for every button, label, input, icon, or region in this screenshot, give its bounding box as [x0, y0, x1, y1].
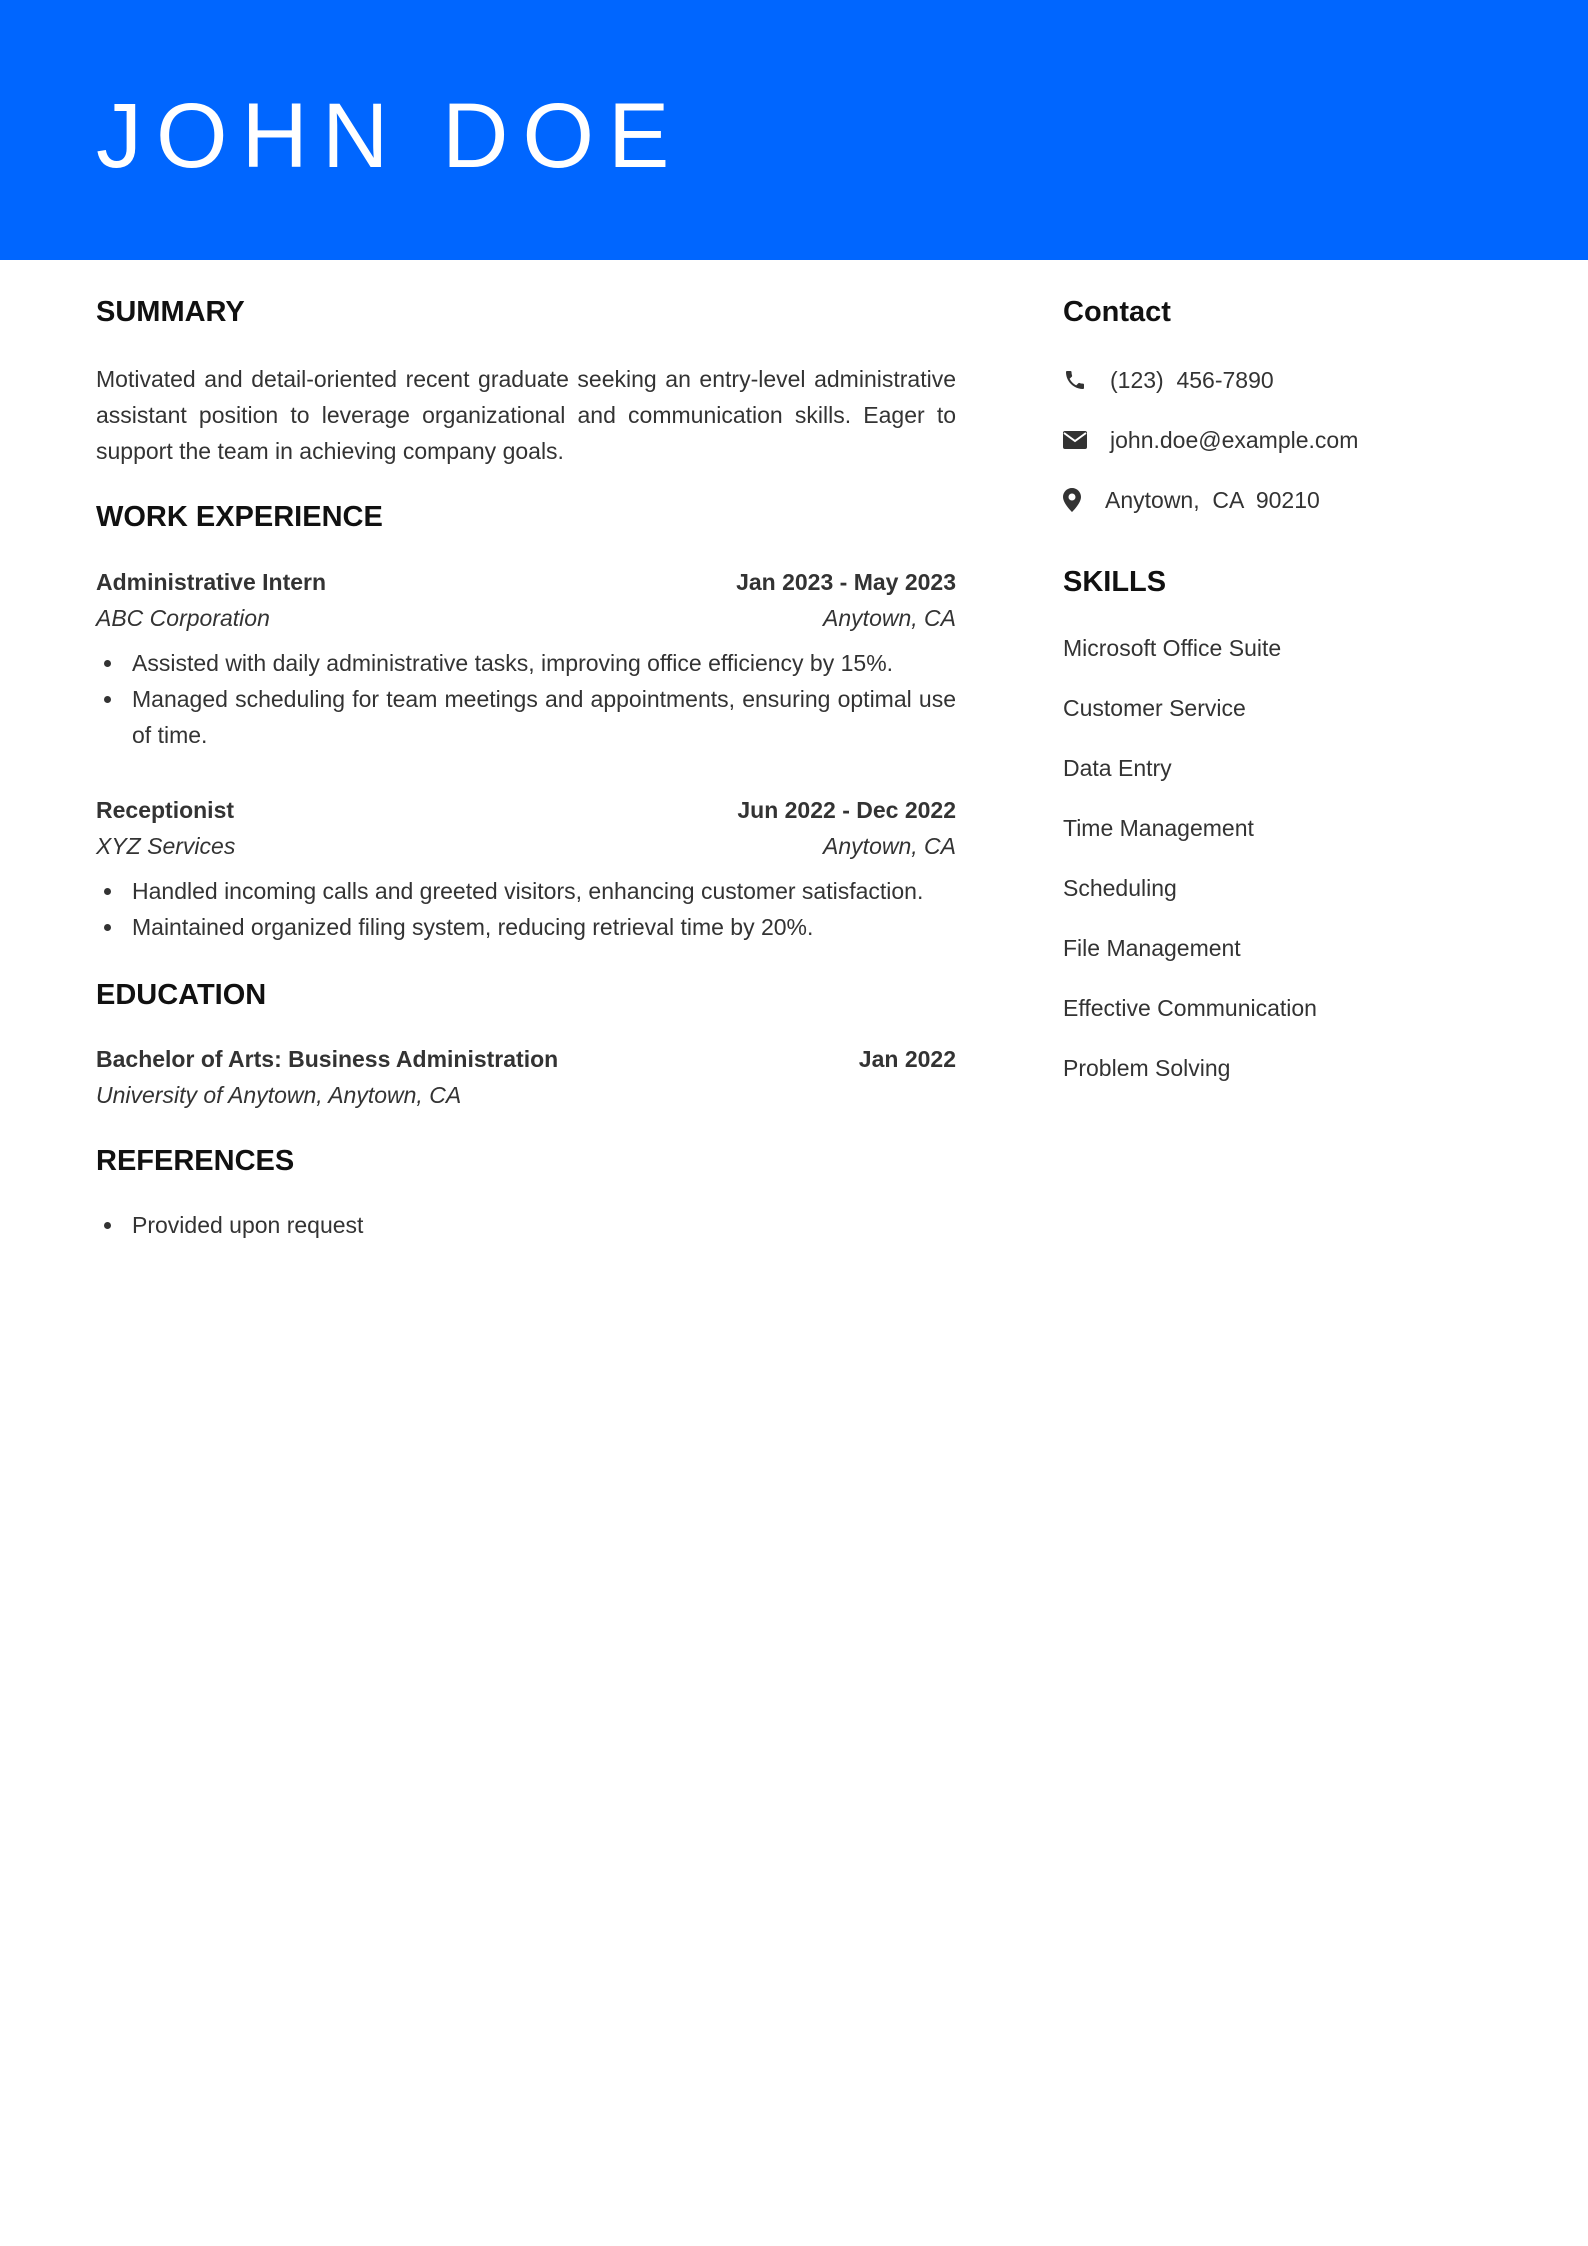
job-dates: Jun 2022 - Dec 2022	[737, 797, 956, 823]
education-section	[96, 975, 956, 1113]
contact-address-text: Anytown, CA 90210	[1105, 486, 1320, 513]
education-degree: Bachelor of Arts: Business Administration	[96, 1046, 559, 1072]
phone-icon	[1063, 367, 1089, 393]
skill-item: Effective Communication	[1063, 995, 1317, 1021]
job-location: Anytown, CA	[823, 833, 956, 859]
skills-heading: SKILLS	[1063, 566, 1167, 598]
job-bullet: Handled incoming calls and greeted visitors, enhancing customer satisfaction.	[96, 873, 956, 909]
header-banner	[0, 0, 1588, 260]
contact-email-text: john.doe@example.com	[1110, 426, 1359, 453]
job-bullets	[96, 873, 956, 945]
skills-list	[1063, 630, 1523, 1086]
job-entry	[96, 564, 956, 753]
job-dates: Jan 2023 - May 2023	[736, 569, 956, 595]
contact-phone-text: (123) 456-7890	[1110, 366, 1274, 393]
candidate-name: JOHN DOE	[96, 85, 684, 187]
sidebar-column	[1063, 292, 1523, 1110]
references-heading: REFERENCES	[96, 1145, 295, 1177]
skill-item: Problem Solving	[1063, 1055, 1231, 1081]
job-entry	[96, 792, 956, 945]
job-bullets	[96, 645, 956, 753]
contact-heading: Contact	[1063, 296, 1171, 328]
work-experience-section	[96, 497, 956, 945]
skill-item: Scheduling	[1063, 875, 1177, 901]
envelope-icon	[1063, 427, 1089, 453]
education-date: Jan 2022	[858, 1046, 956, 1072]
contact-list	[1063, 362, 1523, 518]
summary-heading: SUMMARY	[96, 296, 245, 328]
skill-item: Time Management	[1063, 815, 1254, 841]
education-school: University of Anytown, Anytown, CA	[96, 1082, 462, 1108]
main-column	[96, 292, 956, 1243]
map-pin-icon	[1063, 487, 1085, 513]
job-role: Administrative Intern	[96, 569, 327, 595]
job-location: Anytown, CA	[823, 605, 956, 631]
skill-item: Microsoft Office Suite	[1063, 635, 1282, 661]
summary-text: Motivated and detail-oriented recent graduate seeking an entry-level administrative assistant position to leverage organizational and communication skills. Eager to support the team in achieving company goals.	[96, 366, 956, 464]
work-experience-heading: WORK EXPERIENCE	[96, 501, 383, 533]
references-section	[96, 1141, 956, 1243]
skill-item: Data Entry	[1063, 755, 1172, 781]
skill-item: Customer Service	[1063, 695, 1246, 721]
job-bullet: Maintained organized filing system, reducing retrieval time by 20%.	[96, 909, 956, 945]
reference-item: Provided upon request	[96, 1207, 956, 1243]
job-company: ABC Corporation	[96, 605, 270, 631]
references-list	[96, 1207, 956, 1243]
job-bullet: Assisted with daily administrative tasks, improving office efficiency by 15%.	[96, 645, 956, 681]
contact-email	[1063, 422, 1523, 458]
education-heading: EDUCATION	[96, 979, 267, 1011]
job-role: Receptionist	[96, 797, 235, 823]
summary-section	[96, 292, 956, 469]
contact-phone	[1063, 362, 1523, 398]
job-company: XYZ Services	[96, 833, 236, 859]
skill-item: File Management	[1063, 935, 1241, 961]
contact-address	[1063, 482, 1523, 518]
job-bullet: Managed scheduling for team meetings and appointments, ensuring optimal use of time.	[96, 681, 956, 753]
